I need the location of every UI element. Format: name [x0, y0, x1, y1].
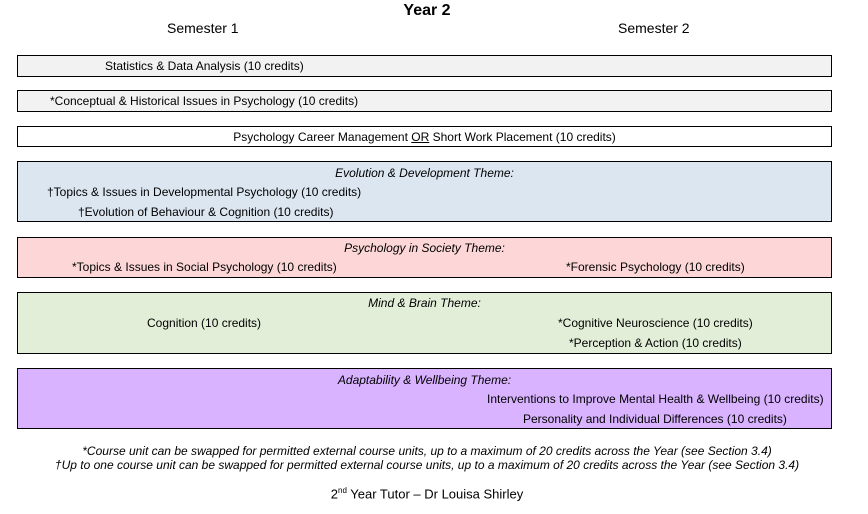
society-theme-title: Psychology in Society Theme:	[344, 241, 505, 255]
society-theme-box	[17, 237, 832, 278]
career-unit	[18, 130, 831, 144]
career-box	[17, 126, 832, 147]
adapt-unit-2: Personality and Individual Differences (10 credits)	[523, 412, 787, 426]
footnote-dagger: †Up to one course unit can be swapped for permitted external course units, up to a maximum of 20 credits across the Year (see Section 3.4)	[54, 458, 800, 472]
adapt-unit-1: Interventions to Improve Mental Health & Wellbeing (10 credits)	[487, 392, 824, 406]
adapt-theme-box	[17, 368, 832, 429]
evolution-unit-1: †Topics & Issues in Developmental Psychology (10 credits)	[47, 185, 362, 199]
mind-unit-2: *Cognitive Neuroscience (10 credits)	[558, 316, 753, 330]
society-unit-1: *Topics & Issues in Social Psychology (10 credits)	[72, 260, 337, 274]
tutor-text: Year Tutor – Dr Louisa Shirley	[346, 486, 524, 502]
career-a: Psychology Career Management	[233, 130, 412, 144]
stats-unit: Statistics & Data Analysis (10 credits)	[105, 59, 304, 73]
conceptual-box	[17, 90, 832, 112]
evolution-theme-title: Evolution & Development Theme:	[335, 166, 514, 180]
tutor-ordinal: nd	[338, 486, 347, 495]
career-or: OR	[411, 130, 430, 144]
adapt-theme-title: Adaptability & Wellbeing Theme:	[337, 373, 512, 387]
page-title: Year 2	[403, 2, 451, 19]
career-b: Short Work Placement (10 credits)	[429, 130, 616, 144]
year-tutor	[0, 486, 854, 501]
mind-theme-title: Mind & Brain Theme:	[368, 296, 481, 310]
footnote-star: *Course unit can be swapped for permitted external course units, up to a maximum of 20 credits across the Year (see Section 3.4)	[82, 444, 772, 458]
stats-box	[17, 55, 832, 77]
conceptual-unit: *Conceptual & Historical Issues in Psychology (10 credits)	[50, 94, 359, 108]
evolution-unit-2: †Evolution of Behaviour & Cognition (10 credits)	[78, 205, 334, 219]
semester-1-heading: Semester 1	[167, 20, 239, 36]
evolution-theme-box	[17, 161, 832, 222]
semester-2-heading: Semester 2	[618, 20, 690, 36]
tutor-number: 2	[330, 486, 338, 502]
mind-unit-3: *Perception & Action (10 credits)	[569, 336, 742, 350]
mind-theme-box	[17, 292, 832, 354]
mind-unit-1: Cognition (10 credits)	[147, 316, 262, 330]
society-unit-2: *Forensic Psychology (10 credits)	[566, 260, 745, 274]
